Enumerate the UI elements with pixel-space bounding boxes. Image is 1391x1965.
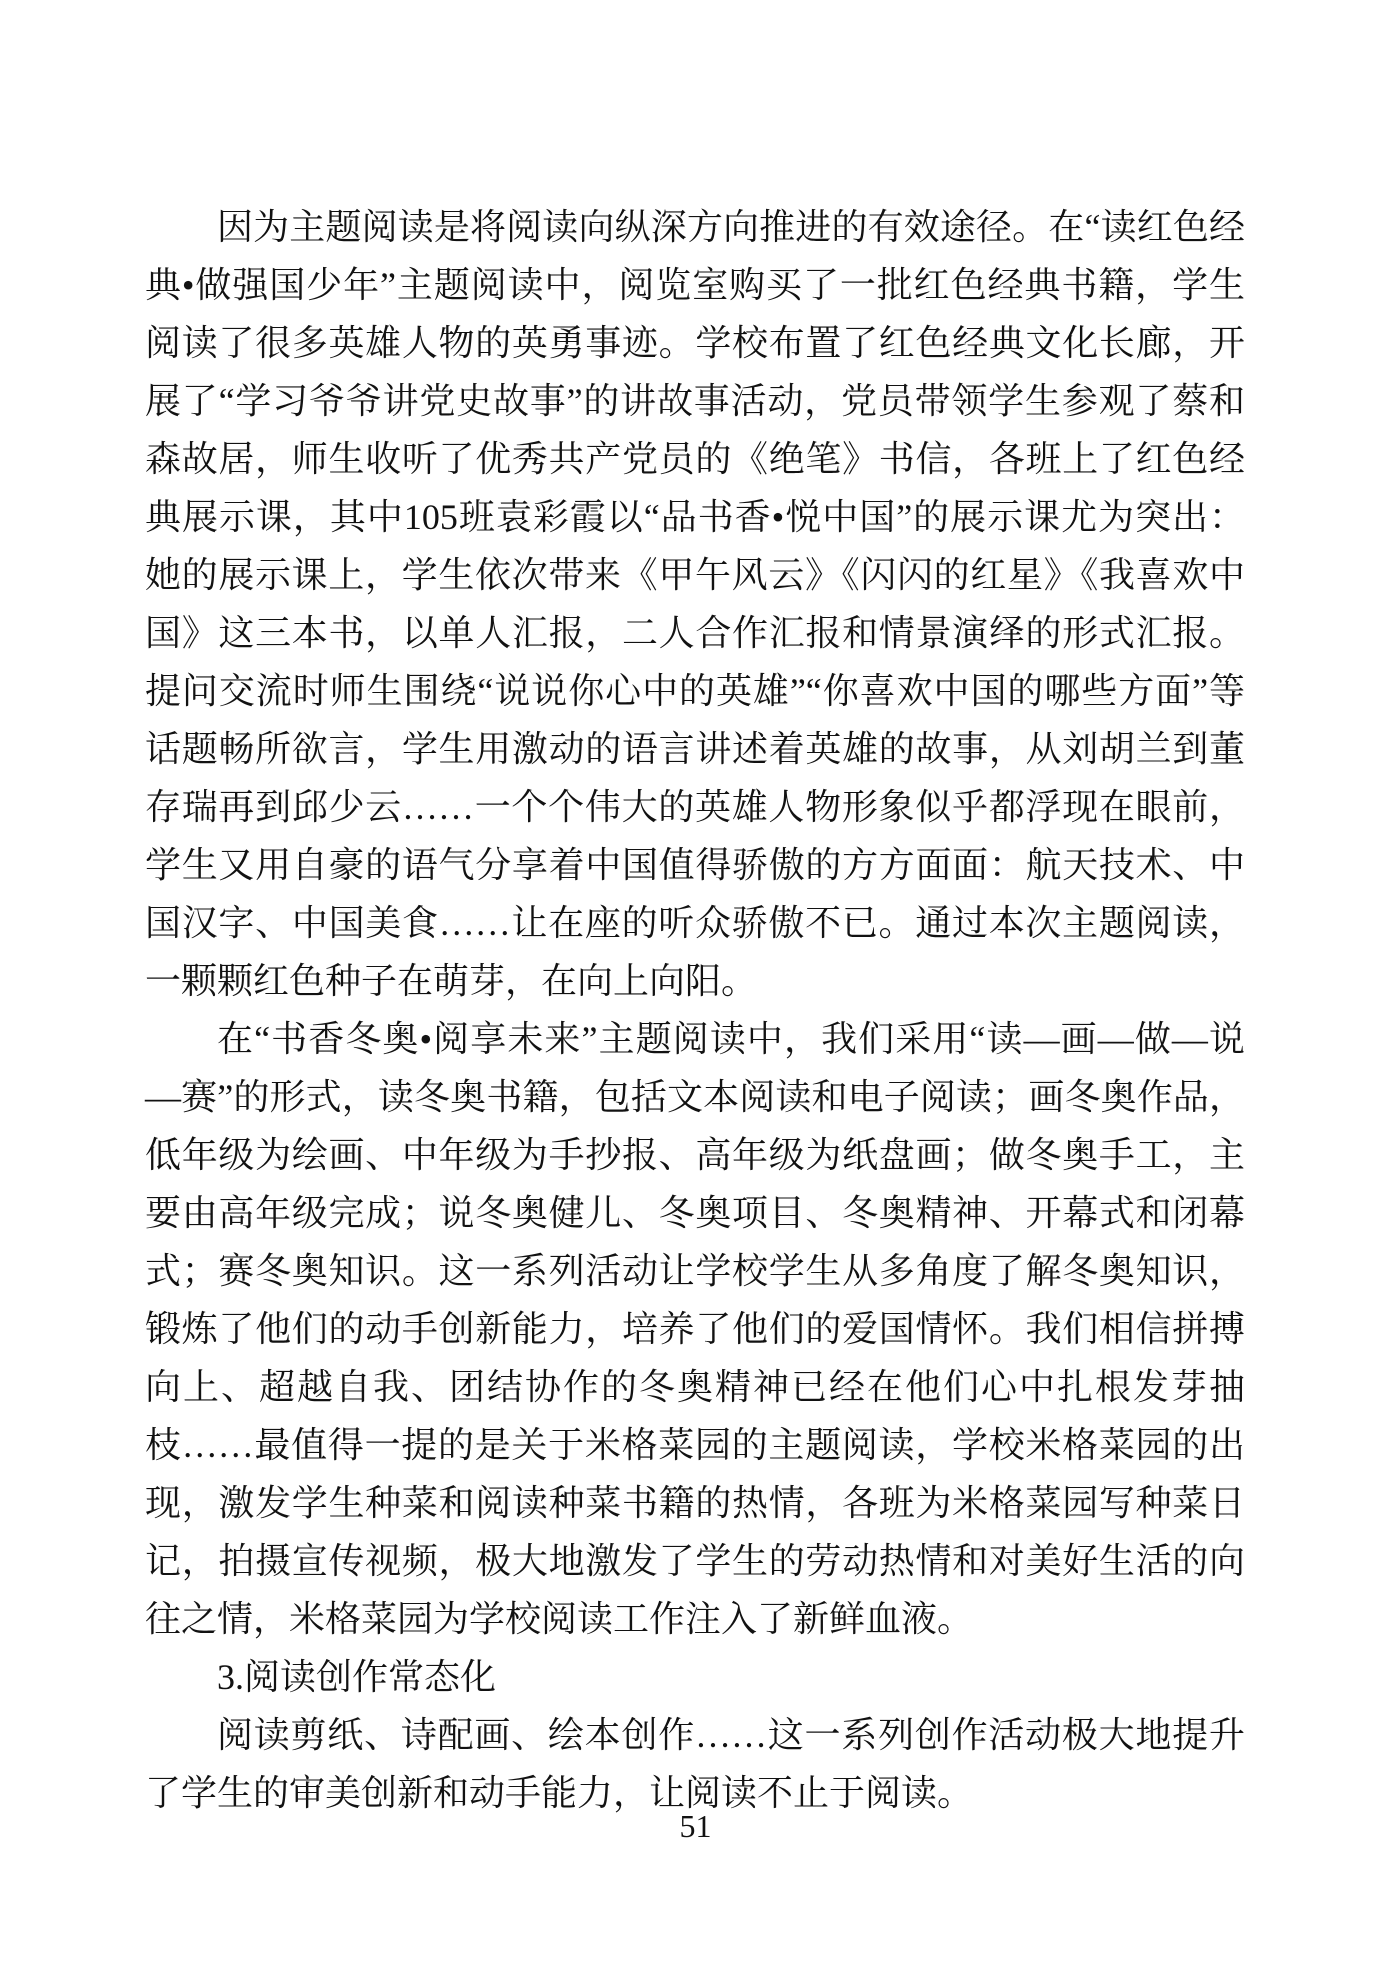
paragraph-theme-reading-red-classics: 因为主题阅读是将阅读向纵深方向推进的有效途径。在“读红色经典•做强国少年”主题阅读中，阅览室购买了一批红色经典书籍，学生阅读了很多英雄人物的英勇事迹。学校布置了红色经典文化长廊，开展了“学习爷爷讲党史故事”的讲故事活动，党员带领学生参观了蔡和森故居，师生收听了优秀共产党员的《绝笔》书信，各班上了红色经典展示课，其中105班袁彩霞以“品书香•悦中国”的展示课尤为突出：她的展示课上，学生依次带来《甲午风云》《闪闪的红星》《我喜欢中国》这三本书，以单人汇报，二人合作汇报和情景演绎的形式汇报。提问交流时师生围绕“说说你心中的英雄”“你喜欢中国的哪些方面”等话题畅所欲言，学生用激动的语言讲述着英雄的故事，从刘胡兰到董存瑞再到邱少云……一个个伟大的英雄人物形象似乎都浮现在眼前，学生又用自豪的语气分享着中国值得骄傲的方方面面：航天技术、中国汉字、中国美食……让在座的听众骄傲不已。通过本次主题阅读，一颗颗红色种子在萌芽，在向上向阳。 — [145, 207, 1245, 1001]
document-body — [145, 198, 1245, 1822]
paragraph-theme-reading-winter-olympics: 在“书香冬奥•阅享未来”主题阅读中，我们采用“读—画—做—说—赛”的形式，读冬奥书籍，包括文本阅读和电子阅读；画冬奥作品，低年级为绘画、中年级为手抄报、高年级为纸盘画；做冬奥手工，主要由高年级完成；说冬奥健儿、冬奥项目、冬奥精神、开幕式和闭幕式；赛冬奥知识。这一系列活动让学校学生从多角度了解冬奥知识，锻炼了他们的动手创新能力，培养了他们的爱国情怀。我们相信拼搏向上、超越自我、团结协作的冬奥精神已经在他们心中扎根发芽抽枝……最值得一提的是关于米格菜园的主题阅读，学校米格菜园的出现，激发学生种菜和阅读种菜书籍的热情，各班为米格菜园写种菜日记，拍摄宣传视频，极大地激发了学生的劳动热情和对美好生活的向往之情，米格菜园为学校阅读工作注入了新鲜血液。 — [145, 1019, 1245, 1639]
section-heading-reading-creation: 3.阅读创作常态化 — [217, 1657, 497, 1697]
page-number: 51 — [679, 1808, 712, 1844]
paragraph-reading-creation: 阅读剪纸、诗配画、绘本创作……这一系列创作活动极大地提升了学生的审美创新和动手能力，让阅读不止于阅读。 — [145, 1715, 1245, 1813]
